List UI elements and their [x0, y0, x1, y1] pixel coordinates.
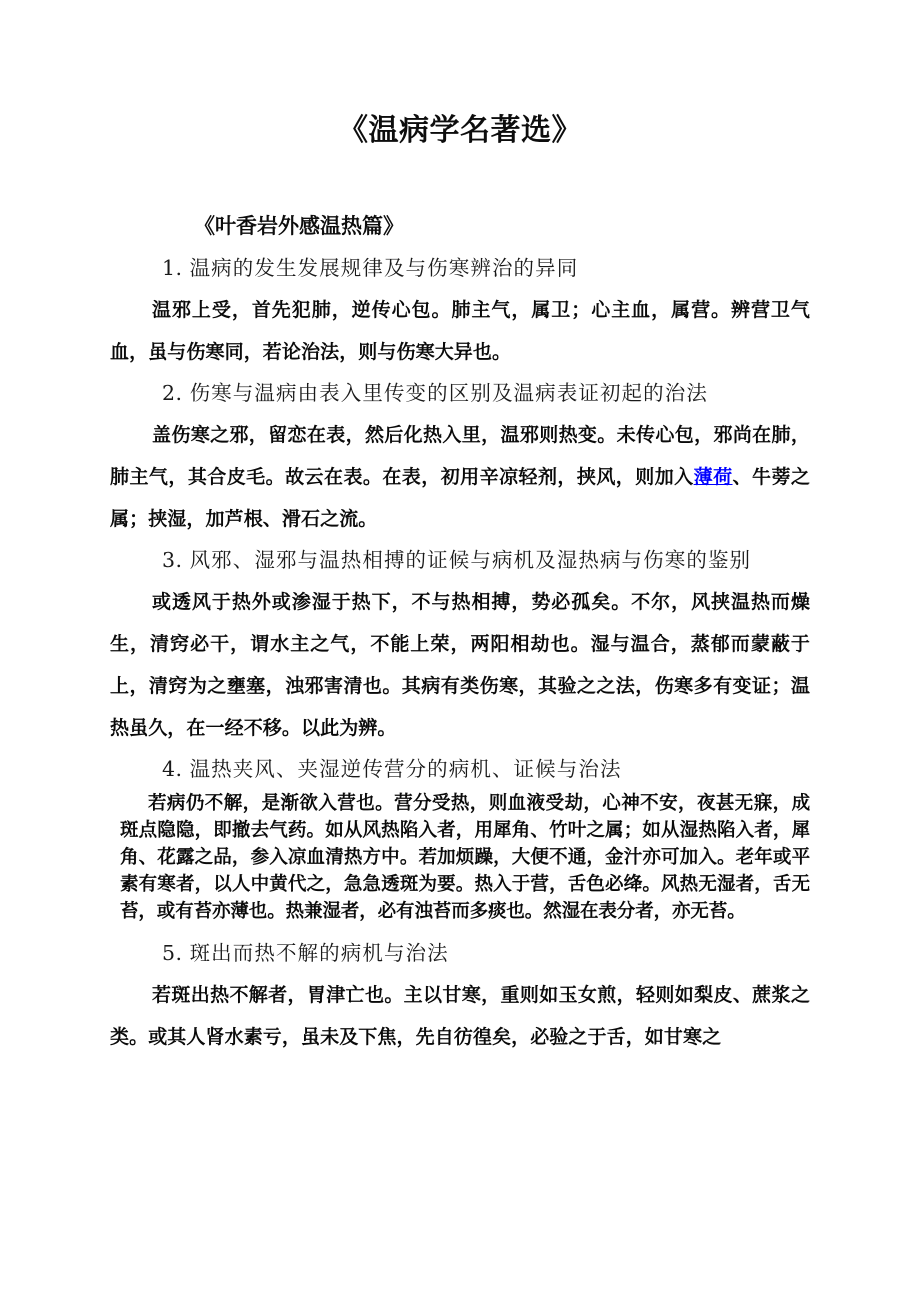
section-number-3: 3. — [162, 548, 183, 572]
section-heading-text-4: 温热夹风、夹湿逆传营分的病机、证候与治法 — [189, 757, 622, 781]
paragraph-text-after-link: 、牛蒡之属；挟湿，加芦根、滑石之流。 — [110, 466, 810, 530]
section-paragraph-5: 若斑出热不解者，胃津亡也。主以甘寒，重则如玉女煎，轻则如梨皮、蔗浆之类。或其人肾水素亏，虽未及下焦，先自彷徨矣，必验之于舌，如甘寒之 — [110, 984, 810, 1048]
block-spacer — [110, 925, 810, 933]
section-paragraph-1: 温邪上受，首先犯肺，逆传心包。肺主气，属卫；心主血，属营。辨营卫气血，虽与伤寒同，若论治法，则与伤寒大异也。 — [110, 299, 810, 363]
section-number-1: 1. — [162, 256, 183, 280]
section-heading-3 — [110, 540, 810, 581]
section-heading-2 — [110, 373, 810, 414]
section-heading-4 — [110, 749, 810, 790]
section-heading-text-3: 风邪、湿邪与温热相搏的证候与病机及湿热病与伤寒的鉴别 — [189, 548, 752, 572]
section-number-5: 5. — [162, 941, 183, 965]
section-heading-text-5: 斑出而热不解的病机与治法 — [189, 941, 449, 965]
section-paragraph-3: 或透风于热外或渗湿于热下，不与热相搏，势必孤矣。不尔，风挟温热而燥生，清窍必干，谓水主之气，不能上荣，两阳相劫也。湿与温合，蒸郁而蒙蔽于上，清窍为之壅塞，浊邪害清也。其病有类伤寒，其验之之法，伤寒多有变证；温热虽久，在一经不移。以此为辨。 — [110, 591, 810, 739]
section-heading-1 — [110, 248, 810, 289]
section-paragraph-4: 若病仍不解，是渐欲入营也。营分受热，则血液受劫，心神不安，夜甚无寐，成斑点隐隐，即撤去气药。如从风热陷入者，用犀角、竹叶之属；如从湿热陷入者，犀角、花露之品，参入凉血清热方中。若加烦躁，大便不通，金汁亦可加入。老年或平素有寒者，以人中黄代之，急急透斑为要。热入于营，舌色必绛。风热无湿者，舌无苔，或有苔亦薄也。热兼湿者，必有浊苔而多痰也。然湿在表分者，亦无苔。 — [120, 793, 810, 922]
section-number-4: 4. — [162, 757, 183, 781]
herb-link-bohe[interactable]: 薄荷 — [693, 466, 733, 488]
page-title: 《温病学名著选》 — [338, 113, 582, 148]
section-heading-text-2: 伤寒与温病由表入里传变的区别及温病表证初起的治法 — [189, 381, 708, 405]
section-number-2: 2. — [162, 381, 183, 405]
chapter-title: 《叶香岩外感温热篇》 — [194, 214, 404, 238]
document-body — [110, 206, 810, 1058]
section-paragraph-2 — [110, 414, 810, 540]
section-heading-5 — [110, 933, 810, 974]
paragraph-text-before-link: 盖伤寒之邪，留恋在表，然后化热入里，温邪则热变。未传心包，邪尚在肺，肺主气，其合皮毛。故云在表。在表，初用辛凉轻剂，挟风，则加入 — [110, 424, 810, 488]
section-heading-text-1: 温病的发生发展规律及与伤寒辨治的异同 — [189, 256, 579, 280]
